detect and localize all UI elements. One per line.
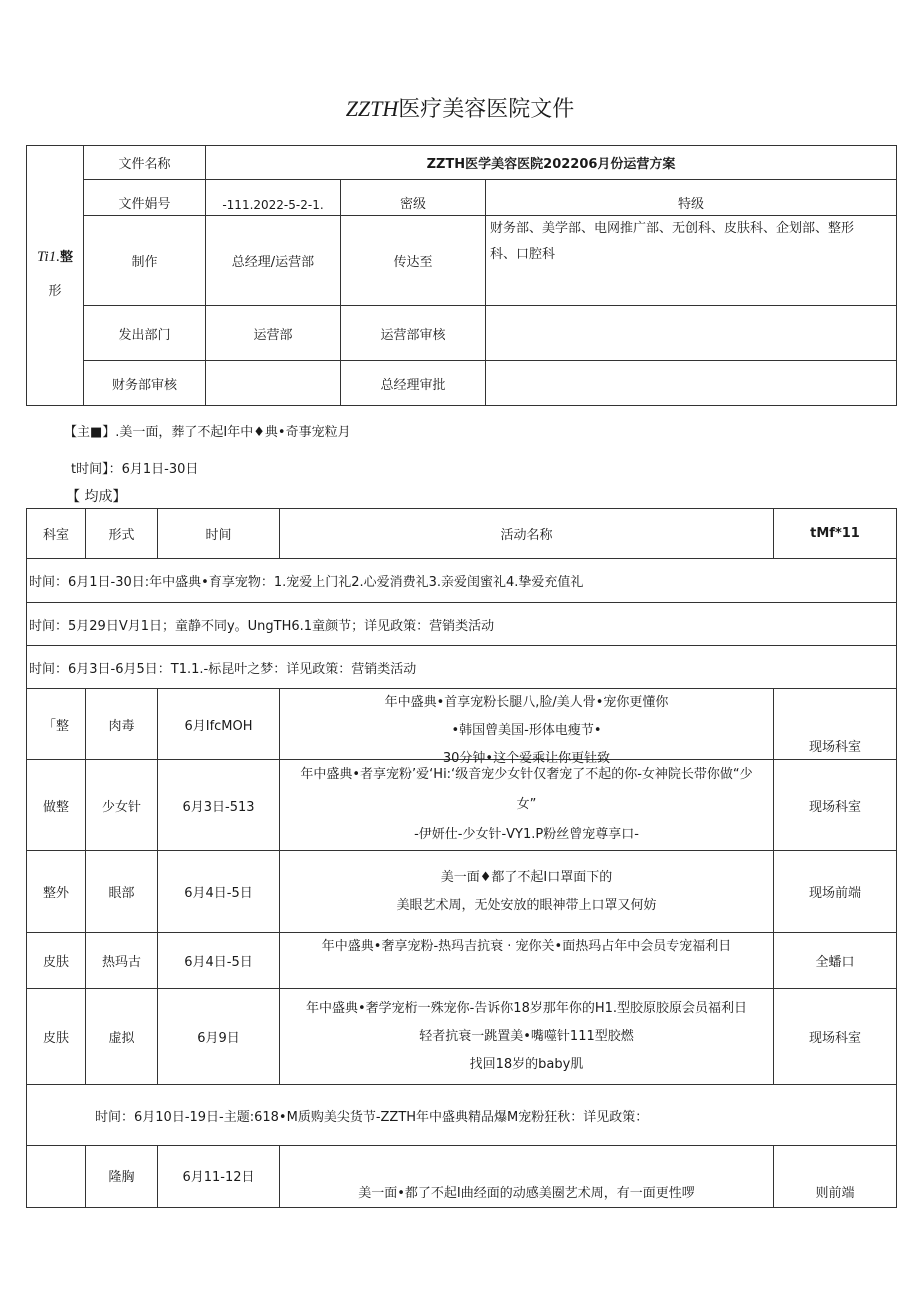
row-time: 6月9日 — [158, 989, 280, 1085]
send-to-value: 财务部、美学部、电网推广部、无创科、皮肤科、企划部、整形 科、口腔科 — [486, 216, 897, 306]
span-row-time-1: 时间：6月1日-30日:年中盛典•育享宠物：1.宠爱上门礼2.心爱消费礼3.亲爱闺蜜礼4.挚爱充值礼 — [27, 559, 897, 603]
row-activity: 美一面•都了不起I曲经面的动感美圈艺术周，有一面更性啰 — [280, 1146, 774, 1208]
time-line: t时间】：6月1日-30日 — [71, 462, 199, 477]
row-dept: 皮肤 — [27, 933, 86, 989]
row-dept: 整外 — [27, 851, 86, 933]
row-time: 6月4日-5日 — [158, 933, 280, 989]
row-time: 6月11-12日 — [158, 1146, 280, 1208]
document-title: ZZTH医疗美容医院文件 — [345, 96, 575, 122]
col-header-site: tMf*11 — [774, 509, 897, 559]
gm-approve-value — [486, 361, 897, 406]
row-activity: 年中盛典•首享宠粉长腿八,脸/美人骨•宠你更懂你 •韩国曾美国-形体电瘦节• 30分钟•这个爱乘让你更钍致 — [280, 689, 774, 760]
file-name-label: 文件名称 — [84, 146, 206, 180]
span-row-time-3: 时间：6月3日-6月5日：T1.1.-标昆叶之梦：详见政策：营销类活动 — [27, 646, 897, 689]
file-name-value: ZZTH医学美容医院202206月份运营方案 — [206, 146, 897, 180]
finance-review-label: 财务部审核 — [84, 361, 206, 406]
row-activity: 年中盛典•奢享宠粉-热玛吉抗衰 · 宠你关•面热玛占年中会员专宠福利日 — [280, 933, 774, 989]
col-header-activity: 活动名称 — [280, 509, 774, 559]
row-form: 肉毒 — [86, 689, 158, 760]
ops-review-label: 运营部审核 — [341, 306, 486, 361]
row-time: 6月IfcMOH — [158, 689, 280, 760]
table-row — [27, 760, 897, 851]
theme-line: 【主■】.美一面，葬了不起I年中♦典•奇事宠粒月 — [64, 425, 351, 440]
ops-review-value — [486, 306, 897, 361]
row-activity: 美一面♦都了不起I口罩面下的 美眼艺术周，无处安放的眼神带上口罩又何妨 — [280, 851, 774, 933]
row-site: 现场科室 — [774, 689, 897, 760]
file-number-label: 文件娟号 — [84, 180, 206, 216]
activity-schedule-table — [26, 508, 897, 1208]
made-by-label: 制作 — [84, 216, 206, 306]
row-dept: 皮肤 — [27, 989, 86, 1085]
row-activity: 年中盛典•者享宠粉’爱‘Hi:‘级音宠少女针仅奢宠了不起的你-女神院长带你做“少 女” -伊妍仕-少女针-VY1.P粉丝曾宠尊享口- — [280, 760, 774, 851]
secret-level-value: 特级 — [486, 180, 897, 216]
issuing-dept-value: 运营部 — [206, 306, 341, 361]
row-form: 虚拟 — [86, 989, 158, 1085]
file-number-value: -111.2022-5-2-1. — [206, 180, 341, 216]
span-row-time-4: 时间：6月10日-19日-主题:618•M质购美尖货节-ZZTH年中盛典精品爆M宠粉狂秋：详见政策： — [27, 1085, 897, 1146]
row-form: 热玛古 — [86, 933, 158, 989]
send-to-label: 传达至 — [341, 216, 486, 306]
col-header-dept: 科室 — [27, 509, 86, 559]
row-form: 隆胸 — [86, 1146, 158, 1208]
span-row-time-2: 时间：5月29日V月1日；童静不同y。UngTH6.1童颜节；详见政策：营销类活动 — [27, 603, 897, 646]
row-form: 眼部 — [86, 851, 158, 933]
table-row — [27, 1146, 897, 1208]
row-dept: 做整 — [27, 760, 86, 851]
row-activity: 年中盛典•奢学宠桁一殊宠你-告诉你18岁那年你的H1.型胶原胶原会员福利日 轻者抗衰一跳置美•嘴噬针111型胶燃 找回18岁的baby肌 — [280, 989, 774, 1085]
col-header-form: 形式 — [86, 509, 158, 559]
document-header-table — [26, 145, 897, 406]
secret-level-label: 密级 — [341, 180, 486, 216]
table-row — [27, 689, 897, 760]
row-time: 6月3日-513 — [158, 760, 280, 851]
department-cell: Ti1.整 形 — [27, 146, 84, 406]
table-row — [27, 933, 897, 989]
row-site: 全蟠口 — [774, 933, 897, 989]
structure-line: 【 均成】 — [66, 489, 127, 505]
row-site: 现场科室 — [774, 989, 897, 1085]
row-site: 现场前端 — [774, 851, 897, 933]
issuing-dept-label: 发出部门 — [84, 306, 206, 361]
gm-approve-label: 总经理审批 — [341, 361, 486, 406]
table-row — [27, 851, 897, 933]
row-dept — [27, 1146, 86, 1208]
row-site: 则前端 — [774, 1146, 897, 1208]
row-time: 6月4日-5日 — [158, 851, 280, 933]
col-header-time: 时间 — [158, 509, 280, 559]
made-by-value: 总经理/运营部 — [206, 216, 341, 306]
row-site: 现场科室 — [774, 760, 897, 851]
row-form: 少女针 — [86, 760, 158, 851]
finance-review-value — [206, 361, 341, 406]
row-dept: 「整 — [27, 689, 86, 760]
table-row — [27, 989, 897, 1085]
